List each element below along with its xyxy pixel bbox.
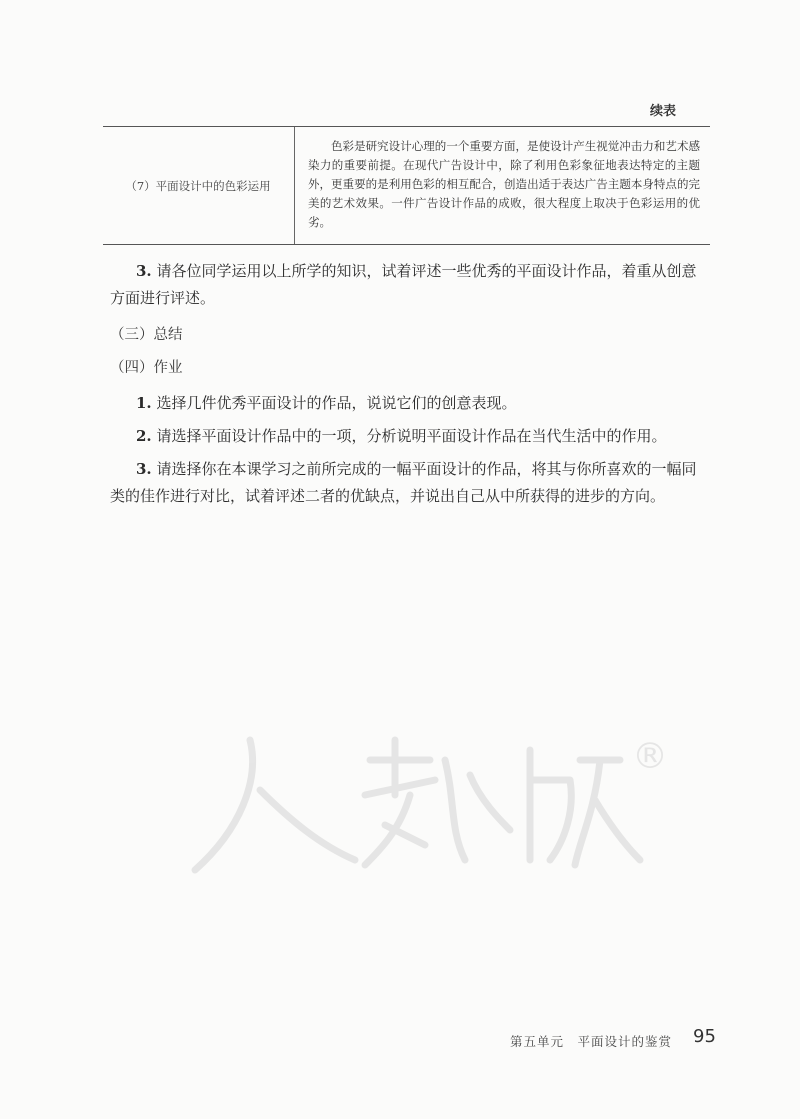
publisher-watermark-logo	[180, 720, 668, 880]
table-description-cell: 色彩是研究设计心理的一个重要方面，是使设计产生视觉冲击力和艺术感染力的重要前提。在现代广告设计中，除了利用色彩象征地表达特定的主题外，更重要的是利用色彩的相互配合，创造出适于表达广告主题本身特点的完美的艺术效果。一件广告设计作品的成败，很大程度上取决于色彩运用的优劣。	[308, 139, 700, 229]
summary-heading: （三）总结	[110, 327, 183, 343]
paragraph-3: 3. 请各位同学运用以上所学的知识，试着评述一些优秀的平面设计作品，着重从创意方面进行评述。	[110, 262, 697, 307]
homework-item-2: 2. 请选择平面设计作品中的一项，分析说明平面设计作品在当代生活中的作用。	[136, 427, 667, 445]
table-column-divider	[294, 127, 295, 244]
registered-mark: ®	[632, 736, 668, 777]
homework-heading: （四）作业	[110, 360, 183, 376]
continued-table-label: 续表	[650, 104, 677, 119]
footer-page-number: 95	[693, 1026, 716, 1047]
homework-item-1: 1. 选择几件优秀平面设计的作品，说说它们的创意表现。	[136, 394, 517, 412]
homework-item-3: 3. 请选择你在本课学习之前所完成的一幅平面设计的作品，将其与你所喜欢的一幅同类的佳作进行对比，试着评述二者的优缺点，并说出自己从中所获得的进步的方向。	[110, 460, 697, 505]
content-table	[103, 126, 710, 245]
table-topic-cell: （7）平面设计中的色彩运用	[125, 178, 271, 193]
footer-chapter-title: 第五单元 平面设计的鉴赏	[510, 1034, 673, 1049]
